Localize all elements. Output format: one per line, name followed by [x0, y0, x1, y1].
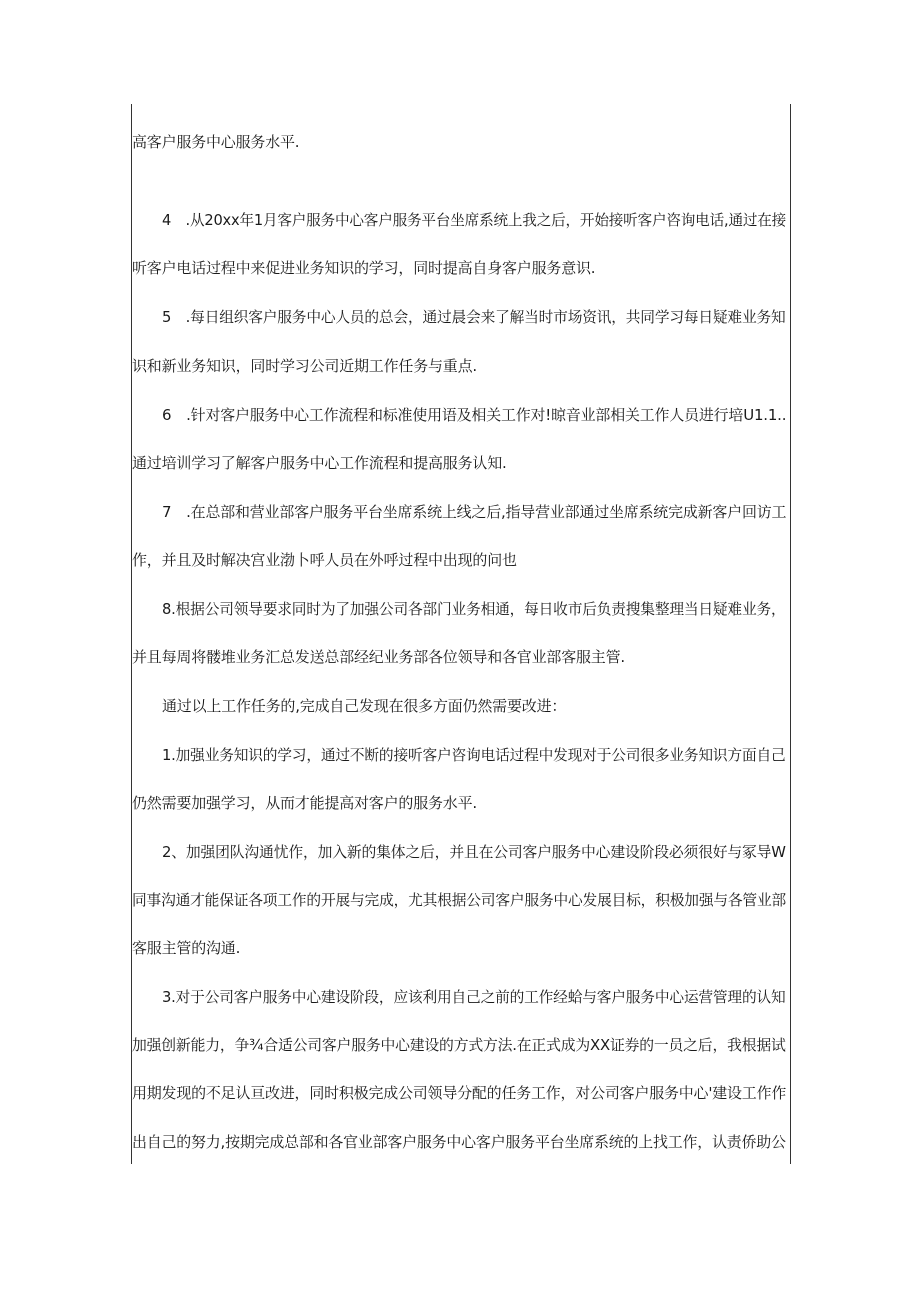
- paragraph-line: 1.加强业务知识的学习，通过不断的接听客户咨询电话过程中发现对于公司很多业务知识方面自己: [162, 746, 786, 764]
- paragraph-line: 通过以上工作任务的,完成自己发现在很多方面仍然需要改进：: [162, 697, 567, 715]
- paragraph-line: 识和新业务知识，同时学习公司近期工作任务与重点.: [132, 357, 477, 375]
- paragraph-line: 出自己的努力,按期完成总部和各官业部客户服务中心客户服务平台坐席系统的上找工作，认责侨助公: [132, 1133, 786, 1151]
- paragraph-line: 2、加强团队沟通忧作，加入新的集体之后，并且在公司客户服务中心建设阶段必须很好与冢导W: [162, 843, 786, 861]
- paragraph-line: 同事沟通才能保证各项工作的开展与完成，尤其根据公司客户服务中心发展目标，积极加强与各管业部: [132, 891, 787, 909]
- paragraph-line: 作，并且及时解决宫业渤卜呼人员在外呼过程中出现的问也: [132, 551, 517, 569]
- paragraph-line: 3.对于公司客户服务中心建设阶段，应该利用自己之前的工作经蛤与客户服务中心运营管理的认知: [162, 988, 786, 1006]
- right-border-line: [790, 104, 791, 1164]
- paragraph-line: 通过培训学习了解客户服务中心工作流程和提高服务认知.: [132, 454, 507, 472]
- paragraph-line: 5 .每日组织客户服务中心人员的总会，通过晨会来了解当时市场资讯，共同学习每日疑难业务知: [162, 308, 786, 326]
- paragraph-line: 高客户服务中心服务水平.: [132, 133, 300, 151]
- paragraph-line: 加强创新能力，争¾合适公司客户服务中心建设的方式方法.在正式成为XX证券的一员之后，我根据试: [132, 1036, 786, 1054]
- paragraph-line: 并且每周将髅堆业务汇总发送总部经纪业务部各位领导和各官业部客服主管.: [132, 648, 625, 666]
- paragraph-line: 客服主管的沟通.: [132, 939, 241, 957]
- paragraph-line: 8.根据公司领导要求同时为了加强公司各部门业务相通，每日收市后负责搜集整理当日疑难业务，: [162, 600, 786, 618]
- paragraph-line: 7 .在总部和营业部客户服务平台坐席系统上线之后,指导营业部通过坐席系统完成新客户回访工: [162, 503, 787, 521]
- paragraph-line: 用期发现的不足认亘改进，同时积极完成公司领导分配的任务工作，对公司客户服务中心'建设工作作: [132, 1084, 787, 1102]
- paragraph-line: 听客户电话过程中来促进业务知识的学习，同时提高自身客户服务意识.: [132, 259, 596, 277]
- paragraph-line: 6 .针对客户服务中心工作流程和标准使用语及相关工作对!晾音业部相关工作人员进行培U1.1..: [162, 406, 787, 424]
- paragraph-line: 仍然需要加强学习，从而才能提高对客户的服务水平.: [132, 794, 477, 812]
- paragraph-line: 4 .从20xx年1月客户服务中心客户服务平台坐席系统上我之后，开始接听客户咨询电话,通过在接: [162, 211, 787, 229]
